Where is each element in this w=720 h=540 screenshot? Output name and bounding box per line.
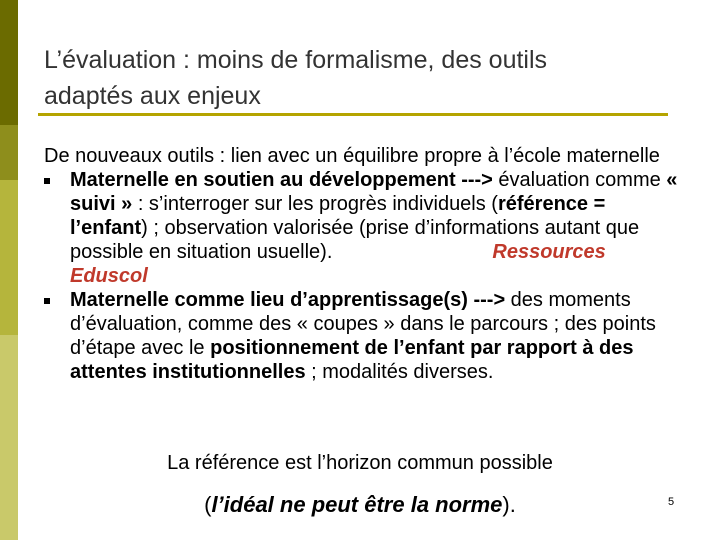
bullet1-lead: Maternelle en soutien au développement --->	[70, 169, 493, 191]
square-bullet-icon	[44, 298, 50, 304]
closing-line-1: La référence est l’horizon commun possible	[167, 452, 553, 474]
bullet2-bold-1: positionnement de l’enfant par rapport à des attentes institutionnelles	[70, 337, 634, 383]
bullet2-lead: Maternelle comme lieu d’apprentissage(s) --->	[70, 289, 506, 311]
resource-link[interactable]: Ressources Eduscol	[70, 241, 606, 287]
title-divider	[38, 113, 668, 116]
bullet1-text-3: ) ; observation valorisée (prise d’informations autant que possible en situation usuelle).	[70, 217, 640, 263]
slide-title	[44, 42, 684, 114]
closing-open: (	[204, 492, 212, 517]
bullet2-text-1: des moments d’évaluation, comme des « coupes » dans le parcours ; des points d’étape avec le	[70, 289, 656, 359]
closing-close: ).	[502, 492, 516, 517]
bullet2-text-2: ; modalités diverses.	[305, 361, 494, 383]
bullet1-text-2: : s’interroger sur les progrès individuels (	[132, 193, 498, 215]
sidebar-stripe-3	[0, 180, 18, 335]
page-number: 5	[668, 496, 675, 508]
bullet-item-1	[44, 168, 684, 288]
slide-body	[44, 144, 684, 384]
title-line-1: L’évaluation : moins de formalisme, des outils	[44, 46, 548, 74]
bullet1-text-1: évaluation comme	[492, 169, 667, 191]
sidebar-stripe-2	[0, 125, 18, 180]
bullet1-bold-2: référence = l’enfant	[70, 193, 606, 239]
intro-text: De nouveaux outils : lien avec un équilibre propre à l’école maternelle	[44, 145, 660, 167]
closing-line-2	[0, 492, 720, 518]
square-bullet-icon	[44, 178, 50, 184]
bullet-item-2	[44, 288, 684, 384]
title-line-2: adaptés aux enjeux	[44, 82, 261, 110]
sidebar-stripe-1	[0, 0, 18, 125]
closing-bold: l’idéal ne peut être la norme	[211, 492, 503, 517]
bullet1-bold-1: « suivi »	[70, 169, 678, 215]
